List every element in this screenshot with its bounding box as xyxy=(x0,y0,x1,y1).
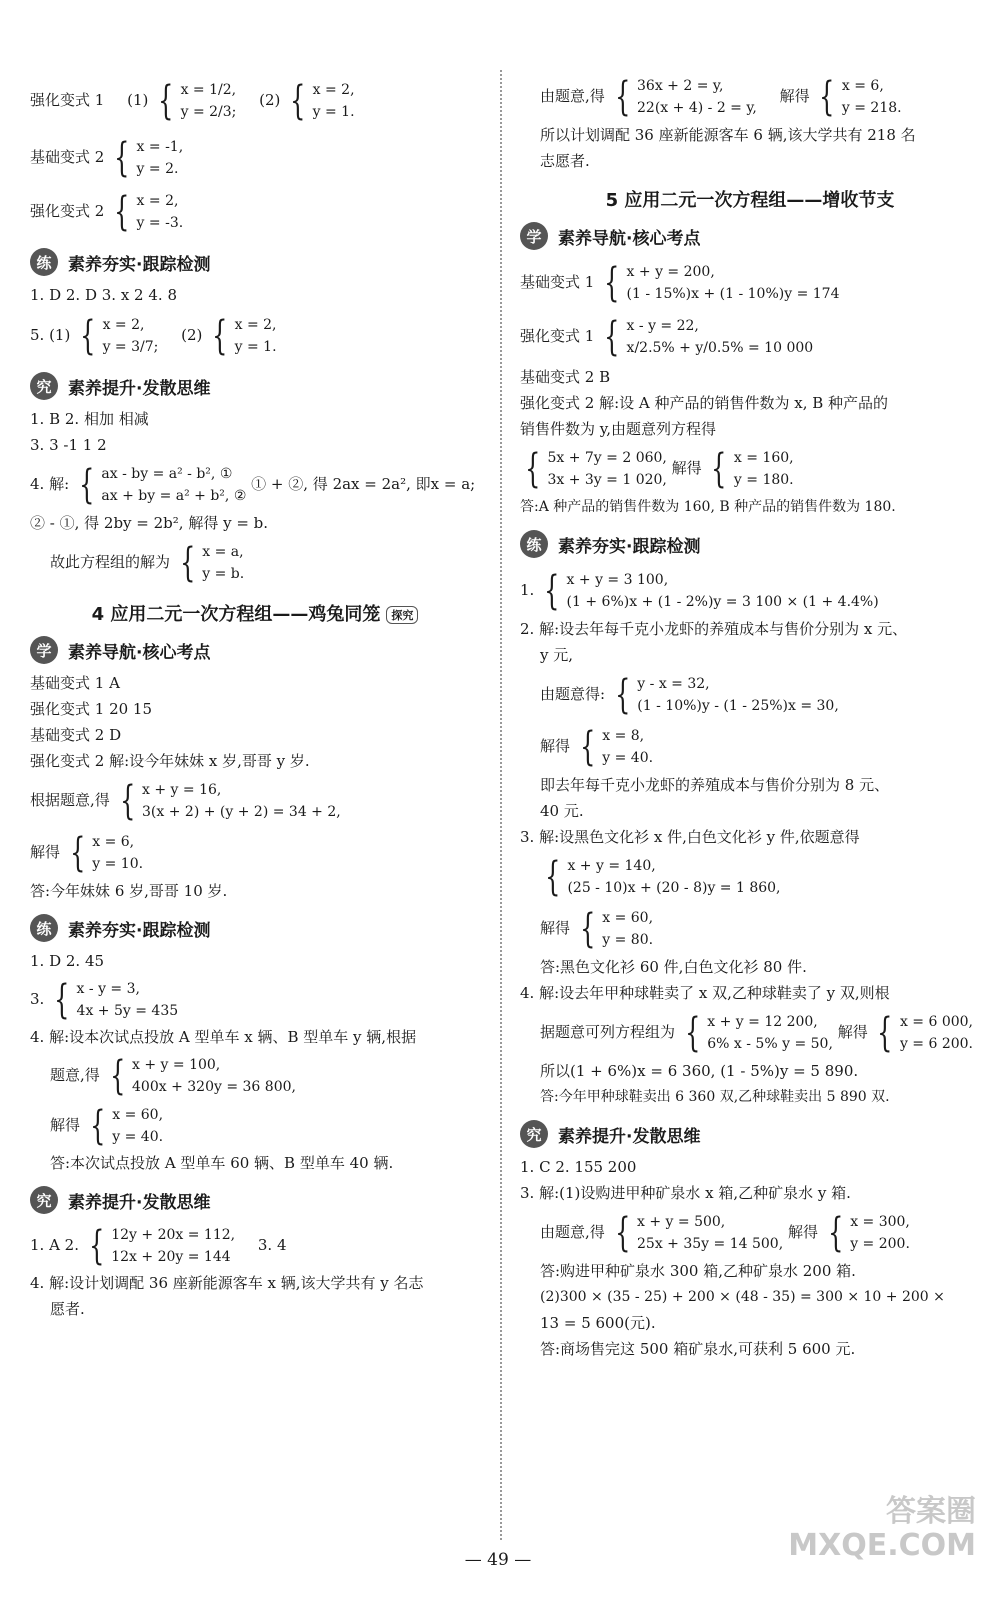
answer-row xyxy=(30,130,480,184)
answer-row: 答:商场售完这 500 箱矿泉水,可获利 5 600 元. xyxy=(540,1340,856,1358)
answer-row: 即去年每千克小龙虾的养殖成本与售价分别为 8 元、 xyxy=(540,776,890,794)
equation-line: 3x + 3y = 1 020, xyxy=(547,472,667,488)
answer-row: ② - ①, 得 2by = 2b², 解得 y = b. xyxy=(30,514,269,532)
watermark-text: 答案圈 xyxy=(886,1494,976,1529)
section-header xyxy=(30,1186,480,1214)
equation-system: { x = 2, y = -3. xyxy=(114,189,184,235)
watermark xyxy=(788,1495,976,1563)
practice-badge-icon: 练 xyxy=(520,530,548,558)
equation-line: x + y = 16, xyxy=(142,782,222,798)
equation-system: { x + y = 16, 3(x + 2) + (y + 2) = 34 + 2, xyxy=(119,778,341,824)
answer-row xyxy=(30,974,480,1024)
answer-row xyxy=(30,536,480,588)
equation-line: x = 2, xyxy=(136,193,179,209)
answer-row: 1. D 2. D 3. x 2 4. 8 xyxy=(30,286,177,304)
answer-row: 4. 解:设去年甲种球鞋卖了 x 双,乙种球鞋卖了 y 双,则根 xyxy=(520,984,890,1002)
equation-system: { x = 1/2, y = 2/3; xyxy=(158,78,237,124)
section-header xyxy=(520,530,980,558)
answer-text: 解得 xyxy=(779,87,810,105)
equation-line: x = 6 000, xyxy=(899,1014,973,1030)
answer-row xyxy=(520,720,980,772)
equation-line: (1 + 6%)x + (1 - 2%)y = 3 100 × (1 + 4.4%) xyxy=(566,594,879,610)
answer-text: 解得 xyxy=(787,1223,818,1241)
equation-system: { x = 2, y = 3/7; xyxy=(80,313,159,359)
answer-row: 3. 解:设黑色文化衫 x 件,白色文化衫 y 件,依题意得 xyxy=(520,828,860,846)
answer-label: 3. xyxy=(30,990,45,1008)
equation-line: x = 2, xyxy=(312,82,355,98)
answer-row xyxy=(520,902,980,954)
answer-row: 强化变式 2 解:设 A 种产品的销售件数为 x, B 种产品的 xyxy=(520,394,889,412)
section-title: 素养导航·核心考点 xyxy=(68,642,211,663)
answer-label: 基础变式 1 xyxy=(520,273,595,291)
equation-line: x = 160, xyxy=(733,450,794,466)
equation-system: { 5x + 7y = 2 060, 3x + 3y = 1 020, xyxy=(525,446,667,492)
equation-line: x + y = 12 200, xyxy=(707,1014,818,1030)
answer-text: 据题意可列方程组为 xyxy=(540,1023,676,1041)
answer-row: 3. 3 -1 1 2 xyxy=(30,436,107,454)
answer-row: 强化变式 1 20 15 xyxy=(30,700,153,718)
equation-line: y = 1. xyxy=(234,339,277,355)
answer-label: (1) xyxy=(127,91,149,109)
answer-row: (2)300 × (35 - 25) + 200 × (48 - 35) = 300 × 10 + 200 × xyxy=(540,1289,945,1305)
answer-label: 1. xyxy=(520,581,535,599)
equation-line: 12x + 20y = 144 xyxy=(111,1249,231,1265)
answer-row xyxy=(520,256,980,308)
equation-line: y = -3. xyxy=(136,215,184,231)
equation-line: x = 6, xyxy=(92,834,135,850)
explore-badge-icon: 究 xyxy=(30,372,58,400)
equation-line: (25 - 10)x + (20 - 8)y = 1 860, xyxy=(567,880,781,896)
section-header xyxy=(520,1120,980,1148)
equation-system: { x = -1, y = 2. xyxy=(114,135,184,181)
answer-row: 4. 解:设计划调配 36 座新能源客车 x 辆,该大学共有 y 名志 xyxy=(30,1274,424,1292)
equation-line: (1 - 10%)y - (1 - 25%)x = 30, xyxy=(637,698,839,714)
answer-row: 4. 解:设本次试点投放 A 型单车 x 辆、B 型单车 y 辆,根据 xyxy=(30,1028,417,1046)
answer-row: 愿者. xyxy=(50,1300,85,1318)
equation-system: { x + y = 12 200, 6% x - 5% y = 50, xyxy=(684,1010,833,1056)
equation-line: x + y = 140, xyxy=(567,858,656,874)
equation-line: x + y = 100, xyxy=(132,1057,221,1073)
equation-line: y = 200. xyxy=(850,1236,910,1252)
section-header xyxy=(30,248,480,276)
answer-row xyxy=(520,308,980,364)
answer-label: 5. (1) xyxy=(30,326,71,344)
answer-label: 强化变式 1 xyxy=(520,327,595,345)
equation-line: x + y = 200, xyxy=(626,264,715,280)
answer-row: 基础变式 2 B xyxy=(520,368,611,386)
answer-row: 答:购进甲种矿泉水 300 箱,乙种矿泉水 200 箱. xyxy=(540,1262,856,1280)
equation-line: 12y + 20x = 112, xyxy=(111,1227,236,1243)
answer-label: (2) xyxy=(181,326,203,344)
equation-line: y = 3/7; xyxy=(102,339,159,355)
answer-text: 题意,得 xyxy=(50,1066,100,1084)
explore-badge-icon: 究 xyxy=(30,1186,58,1214)
equation-system: { 36x + 2 = y, 22(x + 4) - 2 = y, xyxy=(614,74,757,120)
answer-row: 1. B 2. 相加 相减 xyxy=(30,410,149,428)
answer-row xyxy=(30,1220,480,1270)
answer-text: 解得 xyxy=(30,843,61,861)
equation-system: { x = 6 000, y = 6 200. xyxy=(877,1010,974,1056)
equation-line: x = 60, xyxy=(112,1107,164,1123)
answer-text: 由题意,得 xyxy=(540,87,605,105)
column-divider xyxy=(500,70,502,1540)
equation-line: ax - by = a² - b², ① xyxy=(101,466,233,482)
section-title: 素养提升·发散思维 xyxy=(68,378,211,399)
equation-line: y = 2/3; xyxy=(180,104,237,120)
study-badge-icon: 学 xyxy=(520,222,548,250)
equation-line: x/2.5% + y/0.5% = 10 000 xyxy=(626,340,814,356)
section-title: 素养夯实·跟踪检测 xyxy=(558,536,701,557)
section-header xyxy=(30,636,480,664)
answer-row: 3. 解:(1)设购进甲种矿泉水 x 箱,乙种矿泉水 y 箱. xyxy=(520,1184,851,1202)
answer-label: 4. 解: xyxy=(30,475,70,493)
answer-label: 1. A 2. xyxy=(30,1236,79,1254)
equation-system: { x = 2, y = 1. xyxy=(290,78,355,124)
answer-label: (2) xyxy=(259,91,281,109)
section-title: 素养提升·发散思维 xyxy=(558,1126,701,1147)
equation-line: x = 300, xyxy=(850,1214,910,1230)
equation-line: y = 40. xyxy=(112,1129,164,1145)
answer-row xyxy=(520,668,980,720)
answer-row: 答:黑色文化衫 60 件,白色文化衫 80 件. xyxy=(540,958,807,976)
equation-system: { x = 60, y = 40. xyxy=(89,1103,164,1149)
study-badge-icon: 学 xyxy=(30,636,58,664)
equation-line: x = a, xyxy=(202,544,244,560)
equation-line: x - y = 3, xyxy=(76,981,140,997)
equation-system: { x + y = 500, 25x + 35y = 14 500, xyxy=(614,1210,784,1256)
answer-row: 2. 解:设去年每千克小龙虾的养殖成本与售价分别为 x 元、 xyxy=(520,620,908,638)
equation-line: y - x = 32, xyxy=(637,676,710,692)
right-column xyxy=(520,70,980,1362)
equation-line: 36x + 2 = y, xyxy=(637,78,724,94)
left-column xyxy=(30,70,480,1322)
equation-line: y = 1. xyxy=(312,104,355,120)
answer-text: 解得 xyxy=(50,1116,81,1134)
answer-row: 志愿者. xyxy=(540,152,590,170)
answer-text: 3. 4 xyxy=(257,1236,287,1254)
equation-system: { x = 6, y = 218. xyxy=(819,74,902,120)
answer-row: 答:本次试点投放 A 型单车 60 辆、B 型单车 40 辆. xyxy=(50,1154,394,1172)
answer-label: 强化变式 1 xyxy=(30,91,105,109)
answer-text: 由题意得: xyxy=(540,685,606,703)
equation-line: y = 80. xyxy=(602,932,654,948)
answer-row: 40 元. xyxy=(540,802,584,820)
section-header xyxy=(520,222,980,250)
answer-text: 解得 xyxy=(540,737,571,755)
equation-line: ax + by = a² + b², ② xyxy=(101,488,247,504)
answer-text: 解得 xyxy=(837,1023,868,1041)
answer-text: 由题意,得 xyxy=(540,1223,605,1241)
answer-row: 答:A 种产品的销售件数为 160, B 种产品的销售件数为 180. xyxy=(520,499,896,515)
answer-row: 基础变式 2 D xyxy=(30,726,122,744)
answer-label: 强化变式 2 xyxy=(30,202,105,220)
equation-system: { x + y = 3 100, (1 + 6%)x + (1 - 2%)y = 3 100 × (1 + 4.4%) xyxy=(544,568,879,614)
watermark-url: MXQE.COM xyxy=(788,1528,976,1563)
equation-line: x = 2, xyxy=(102,317,145,333)
equation-line: 3(x + 2) + (y + 2) = 34 + 2, xyxy=(142,804,341,820)
explore-stamp-icon: 探究 xyxy=(386,606,418,624)
equation-system: { ax - by = a² - b², ① ax + by = a² + b², ② xyxy=(79,462,247,508)
equation-system: { x = a, y = b. xyxy=(179,540,245,586)
equation-system: { 12y + 20x = 112, 12x + 20y = 144 xyxy=(88,1223,236,1269)
equation-line: y = 2. xyxy=(136,161,179,177)
answer-row xyxy=(30,458,480,510)
equation-line: y = 218. xyxy=(841,100,902,116)
answer-row xyxy=(30,1050,480,1100)
equation-system: { x = 300, y = 200. xyxy=(827,1210,910,1256)
answer-row: y 元, xyxy=(540,646,574,664)
answer-row: 答:今年妹妹 6 岁,哥哥 10 岁. xyxy=(30,882,228,900)
answer-row: 所以计划调配 36 座新能源客车 6 辆,该大学共有 218 名 xyxy=(540,126,916,144)
equation-line: (1 - 15%)x + (1 - 10%)y = 174 xyxy=(626,286,840,302)
equation-line: 5x + 7y = 2 060, xyxy=(547,450,667,466)
equation-line: 22(x + 4) - 2 = y, xyxy=(637,100,757,116)
equation-line: 25x + 35y = 14 500, xyxy=(637,1236,784,1252)
equation-line: 4x + 5y = 435 xyxy=(76,1003,179,1019)
equation-line: x = 2, xyxy=(234,317,277,333)
equation-system: { x = 160, y = 180. xyxy=(711,446,794,492)
equation-line: y = 6 200. xyxy=(899,1036,974,1052)
equation-line: x - y = 22, xyxy=(626,318,699,334)
answer-row: 13 = 5 600(元). xyxy=(540,1314,656,1332)
answer-row xyxy=(520,442,980,494)
section-title: 素养提升·发散思维 xyxy=(68,1192,211,1213)
equation-system: { x + y = 200, (1 - 15%)x + (1 - 10%)y = 174 xyxy=(604,260,840,306)
answer-text: 解得 xyxy=(671,459,702,477)
answer-row xyxy=(520,1006,980,1058)
equation-line: x = 6, xyxy=(841,78,884,94)
equation-line: y = 40. xyxy=(602,750,654,766)
equation-line: 400x + 320y = 36 800, xyxy=(132,1079,296,1095)
answer-row: 强化变式 2 解:设今年妹妹 x 岁,哥哥 y 岁. xyxy=(30,752,310,770)
answer-row xyxy=(30,774,480,826)
answer-row xyxy=(30,1100,480,1150)
answer-row xyxy=(520,70,980,122)
section-title: 素养夯实·跟踪检测 xyxy=(68,920,211,941)
equation-line: 6% x - 5% y = 50, xyxy=(707,1036,833,1052)
equation-system: { x = 2, y = 1. xyxy=(212,313,277,359)
answer-row xyxy=(30,308,480,362)
equation-line: x = 1/2, xyxy=(180,82,237,98)
answer-row xyxy=(520,564,980,616)
answer-row: 1. D 2. 45 xyxy=(30,952,105,970)
practice-badge-icon: 练 xyxy=(30,248,58,276)
equation-system: { x + y = 140, (25 - 10)x + (20 - 8)y = 1 860, xyxy=(545,854,781,900)
equation-system: { y - x = 32, (1 - 10%)y - (1 - 25%)x = 30, xyxy=(614,672,839,718)
equation-line: y = 180. xyxy=(733,472,794,488)
section-header xyxy=(30,372,480,400)
answer-label: 基础变式 2 xyxy=(30,148,105,166)
answer-text: 解得 xyxy=(540,919,571,937)
section-title: 素养夯实·跟踪检测 xyxy=(68,254,211,275)
answer-text: ① + ②, 得 2ax = 2a², 即x = a; xyxy=(251,475,476,493)
answer-row xyxy=(30,70,480,130)
equation-line: x + y = 3 100, xyxy=(566,572,669,588)
answer-row: 答:今年甲种球鞋卖出 6 360 双,乙种球鞋卖出 5 890 双. xyxy=(540,1089,890,1105)
equation-line: x = 8, xyxy=(602,728,645,744)
equation-line: y = b. xyxy=(202,566,245,582)
answer-row xyxy=(30,184,480,238)
answer-row: 所以(1 + 6%)x = 6 360, (1 - 5%)y = 5 890. xyxy=(540,1062,859,1080)
answer-row xyxy=(520,1206,980,1258)
equation-system: { x = 6, y = 10. xyxy=(69,830,144,876)
equation-line: x = 60, xyxy=(602,910,654,926)
answer-text: 根据题意,得 xyxy=(30,791,110,809)
equation-system: { x = 60, y = 80. xyxy=(579,906,654,952)
section-title: 素养导航·核心考点 xyxy=(558,228,701,249)
chapter-title: 5 应用二元一次方程组——增收节支 xyxy=(605,190,895,211)
explore-badge-icon: 究 xyxy=(520,1120,548,1148)
section-header xyxy=(30,914,480,942)
answer-row: 1. C 2. 155 200 xyxy=(520,1158,637,1176)
answer-text: 故此方程组的解为 xyxy=(50,553,171,571)
equation-system: { x + y = 100, 400x + 320y = 36 800, xyxy=(109,1053,296,1099)
equation-line: x = -1, xyxy=(136,139,184,155)
equation-system: { x - y = 22, x/2.5% + y/0.5% = 10 000 xyxy=(604,314,814,360)
chapter-title xyxy=(30,600,480,626)
answer-row: 销售件数为 y,由题意列方程得 xyxy=(520,420,717,438)
equation-line: x + y = 500, xyxy=(637,1214,726,1230)
answer-row xyxy=(520,850,980,902)
equation-line: y = 10. xyxy=(92,856,144,872)
answer-row: 基础变式 1 A xyxy=(30,674,120,692)
page-number: — 49 — xyxy=(464,1550,532,1570)
answer-row xyxy=(30,826,480,878)
equation-system: { x - y = 3, 4x + 5y = 435 xyxy=(54,977,179,1023)
chapter-title-text: 4 应用二元一次方程组——鸡兔同笼 xyxy=(91,604,381,625)
practice-badge-icon: 练 xyxy=(30,914,58,942)
equation-system: { x = 8, y = 40. xyxy=(579,724,654,770)
